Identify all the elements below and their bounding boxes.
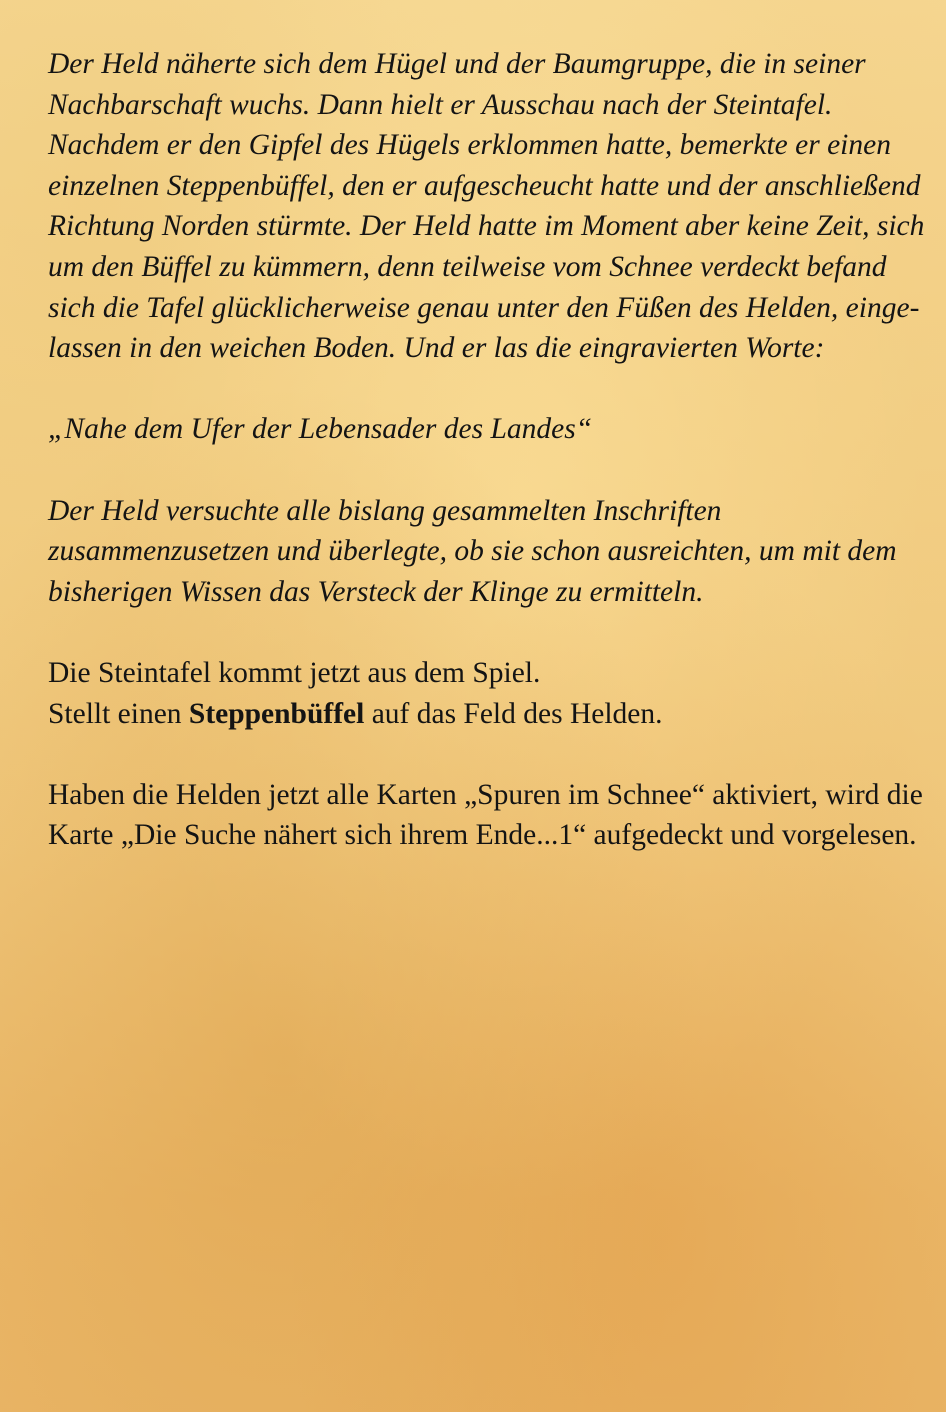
discovery-paragraph: Nachdem er den Gipfel des Hügels erklommen hatte, bemerkte er einen einzelnen Steppenbüffel, den er aufgescheucht hatte und der anschließend Richtung Norden stürmte. Der Held hatte im Moment aber keine Zeit, sich um den Büffel zu kümmern, denn teilweise vom Schnee verdeckt befand sich die Tafel glücklicherweise genau unter den Füßen des Helden, einge-lassen in den weichen Boden. Und er las die eingravierten Worte: xyxy=(48,129,925,365)
intro-paragraph: Der Held näherte sich dem Hügel und der Baumgruppe, die in seiner Nachbarschaft wuchs. Dann hielt er Ausschau nach der Steintafel. xyxy=(48,48,866,121)
rule-remove-tablet: Die Steintafel kommt jetzt aus dem Spiel. xyxy=(48,656,541,689)
inscription-quote: „Nahe dem Ufer der Lebensader des Landes“ xyxy=(48,413,593,446)
spacer xyxy=(48,450,928,491)
rule-place-suffix: auf das Feld des Helden. xyxy=(364,697,663,730)
rules-text xyxy=(48,653,928,856)
card-text xyxy=(48,44,928,856)
rule-place-prefix: Stellt einen xyxy=(48,697,189,730)
reflection-text xyxy=(48,491,928,613)
rule-place-buffalo xyxy=(48,694,928,735)
reflection-paragraph: Der Held versuchte alle bislang gesammelten Inschriften zusammenzusetzen und überlegte, ob sie schon ausreichten, um mit dem bisherigen Wissen das Versteck der Klinge zu ermitteln. xyxy=(48,494,897,608)
spacer xyxy=(48,734,928,775)
spacer xyxy=(48,369,928,410)
steppe-buffalo-label: Steppenbüffel xyxy=(188,697,365,730)
rule-condition: Haben die Helden jetzt alle Karten „Spuren im Schnee“ aktiviert, wird die Karte „Die Suche nähert sich ihrem Ende...1“ aufgedeckt und vorgelesen. xyxy=(48,778,923,852)
spacer xyxy=(48,612,928,653)
story-text xyxy=(48,44,928,369)
